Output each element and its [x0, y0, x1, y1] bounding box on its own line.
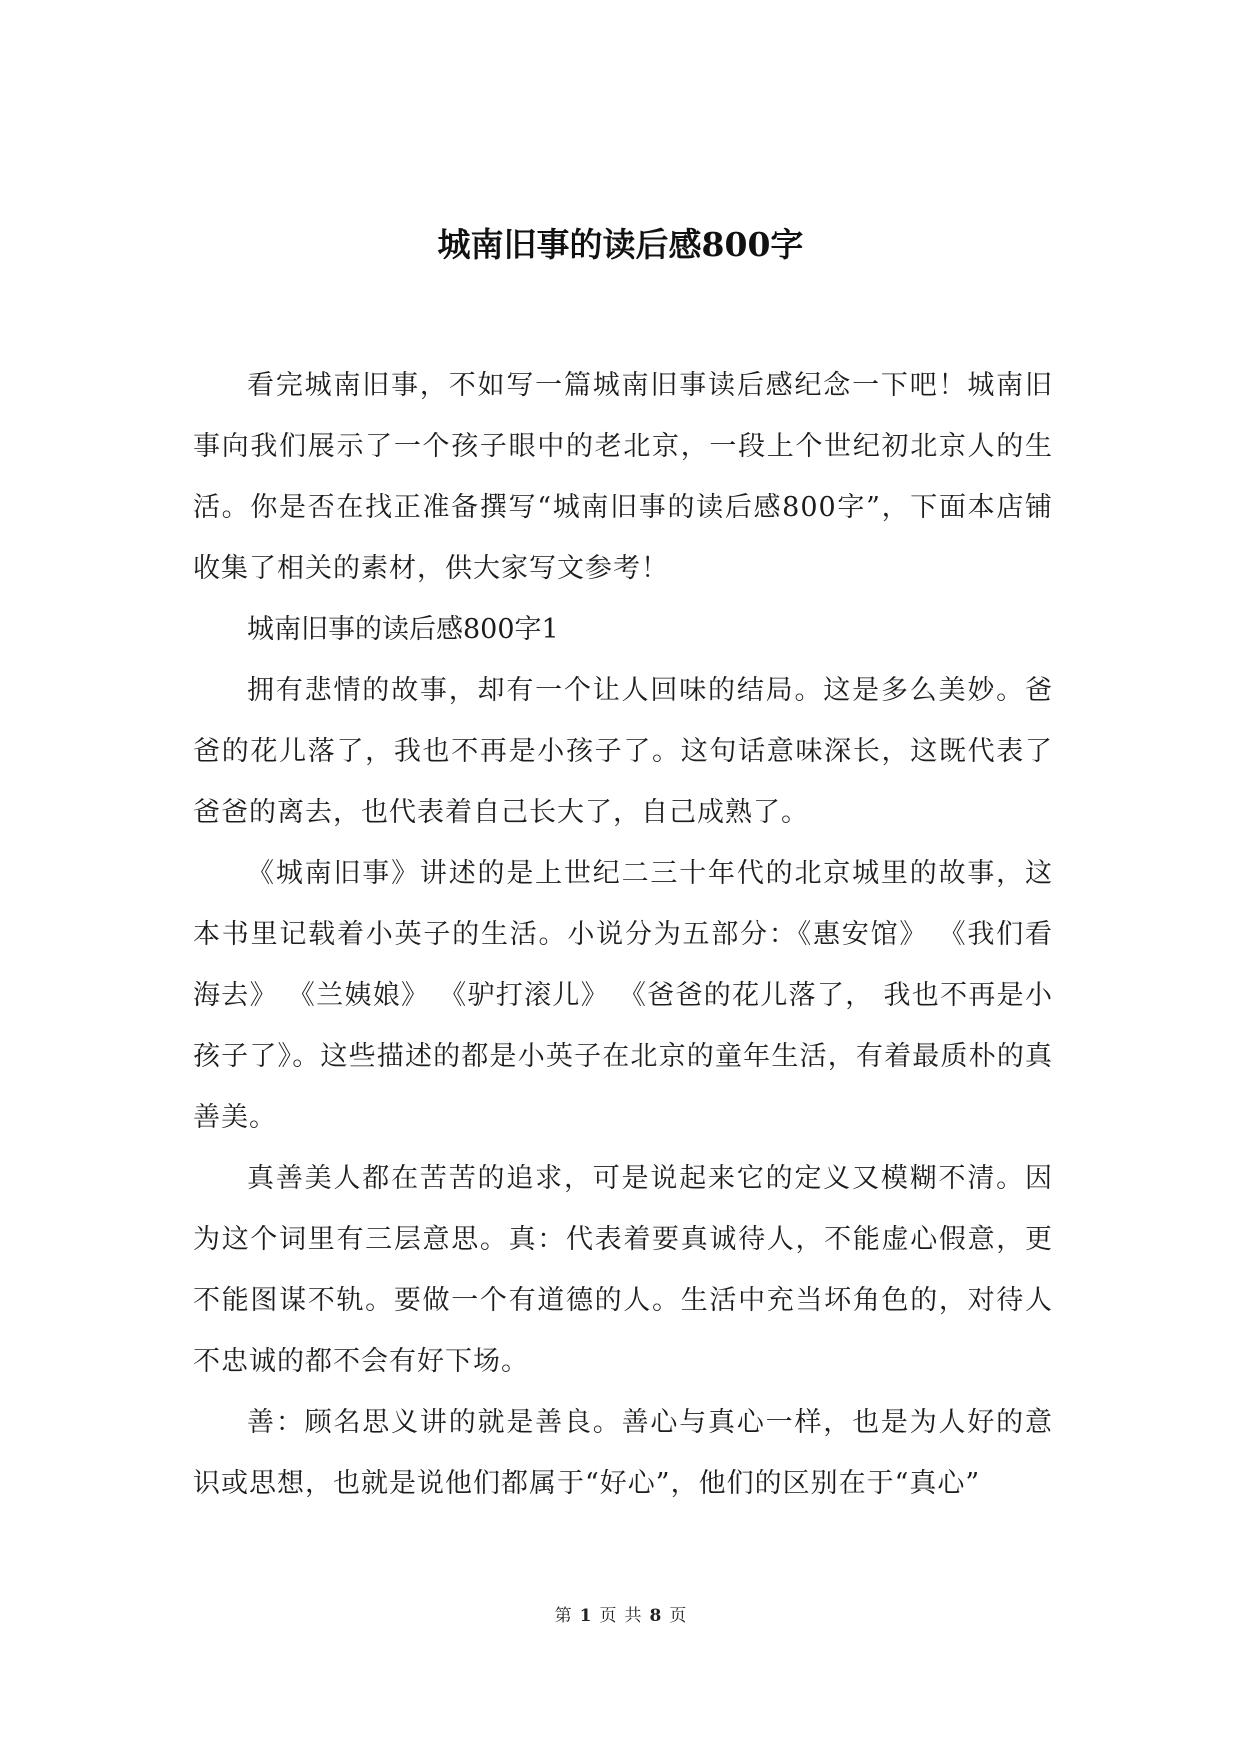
document-title: 城南旧事的读后感800字	[437, 225, 804, 264]
page-prefix: 第	[554, 1606, 572, 1626]
body-paragraph: 拥有悲情的故事，却有一个让人回味的结局。这是多么美妙。爸爸的花儿落了，我也不再是小孩子了。这句话意味深长，这既代表了爸爸的离去，也代表着自己长大了，自己成熟了。	[193, 675, 1053, 828]
body-paragraph: 真善美人都在苦苦的追求，可是说起来它的定义又模糊不清。因为这个词里有三层意思。真：代表着要真诚待人，不能虚心假意，更不能图谋不轨。要做一个有道德的人。生活中充当坏角色的，对待人不忠诚的都不会有好下场。	[193, 1163, 1053, 1377]
section-heading: 城南旧事的读后感800字1	[247, 614, 559, 645]
total-pages-number: 8	[649, 1606, 662, 1626]
document-body	[193, 355, 1053, 1514]
page-footer	[0, 1604, 1241, 1628]
body-paragraph: 善：顾名思义讲的就是善良。善心与真心一样，也是为人好的意识或思想，也就是说他们都属于“好心”，他们的区别在于“真心”	[193, 1407, 1053, 1499]
total-word: 共	[624, 1606, 642, 1626]
page-word: 页	[599, 1606, 617, 1626]
intro-paragraph: 看完城南旧事，不如写一篇城南旧事读后感纪念一下吧！城南旧事向我们展示了一个孩子眼中的老北京，一段上个世纪初北京人的生活。你是否在找正准备撰写“城南旧事的读后感800字”，下面本店铺收集了相关的素材，供大家写文参考！	[193, 370, 1053, 584]
body-paragraph: 《城南旧事》讲述的是上世纪二三十年代的北京城里的故事，这本书里记载着小英子的生活。小说分为五部分：《惠安馆》 《我们看海去》 《兰姨娘》 《驴打滚儿》 《爸爸的花儿落了， 我也不再是小孩子了》。这些描述的都是小英子在北京的童年生活，有着最质朴的真善美。	[193, 858, 1053, 1133]
current-page-number: 1	[579, 1606, 592, 1626]
page-suffix: 页	[669, 1606, 687, 1626]
